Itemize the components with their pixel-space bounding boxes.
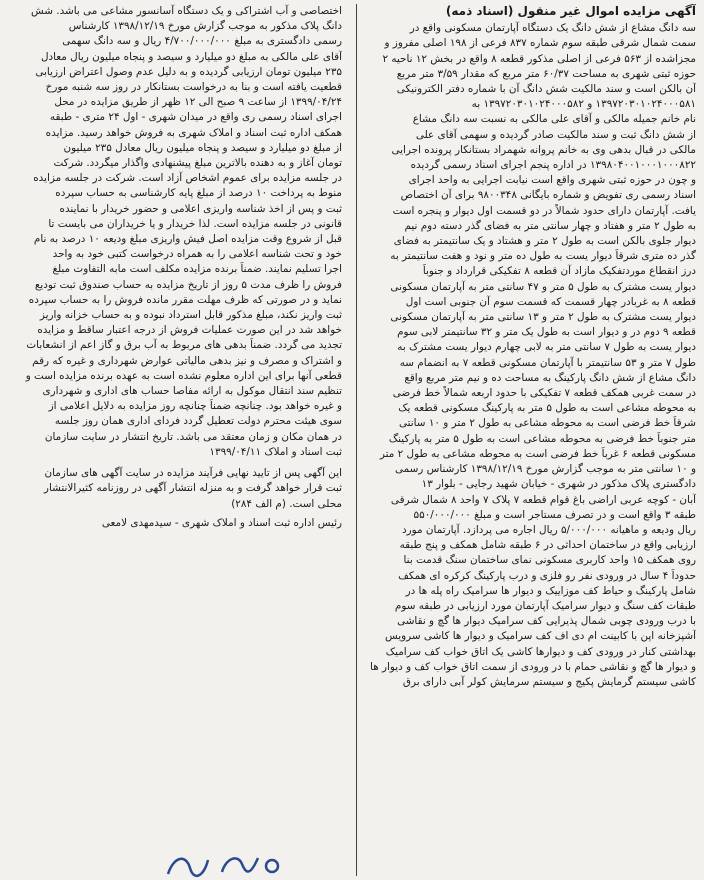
notice-text-line: و چون در حوزه ثبتی شهری واقع است نیابت اجرایی به واحد اجرای xyxy=(408,174,696,187)
notice-text-line: مالکی در قبال بدهی وی به خانم پروانه شهمراد بستانکار پرونده اجرایی xyxy=(391,143,696,156)
publication-text-line: این آگهی پس از تایید نهایی فرآیند مزایده در سایت آگهی های سازمان xyxy=(44,467,342,480)
notice-text-line: آبان - کوچه عربی اراضی باغ قوام قطعه ۷ پلاک ۷ واحد ۸ شمال شرقی xyxy=(390,493,696,506)
notice-text-line: خود و تحت شناسه اعلامی را به همراه درخواست کتبی خود به واحد xyxy=(52,248,342,261)
notice-text-line: ثبت واریز نکند، مبلغ مذکور قابل استرداد نبوده و به حساب خزانه واریز xyxy=(39,309,342,322)
publication-text-line: محلی است. (م الف ۲۸۴) xyxy=(231,497,342,510)
notice-text-line: قبل از شروع وقت مزایده اصل فیش واریزی مبلغ ودیعه ۱۰ درصد به نام xyxy=(33,233,342,246)
notice-text-line: سمت شمال شرقی طبقه سوم شماره ۸۳۷ فرعی از ۱۹۸ اصلی مفروز و xyxy=(384,37,696,50)
notice-text-line: تنظیم سند انتقال موکول به ارائه مفاصا حساب های اداری و شهرداری xyxy=(42,385,342,398)
notice-text-line: نام خانم جمیله مالکی و آقای علی مالکی به نسبت سه دانگ مشاع xyxy=(412,113,696,126)
left-column-text xyxy=(8,4,342,460)
notice-text-line: حوزه ثبتی شهری به مساحت ۶۰/۳۷ متر مربع که مقدار ۳/۵۹ متر مربع xyxy=(396,67,696,80)
notice-text-line: طبقه ۳ واقع است و در تصرف مستاجر است و مبلغ ۵۵۰/۰۰۰/۰۰۰ xyxy=(413,508,696,521)
notice-text-line: آن بالکن است و سند مالکیت شش دانگ آن با شماره دفتر الکترونیکی xyxy=(396,83,696,96)
notice-text-line: قطعیت یافته است و بنا به درخواست بستانکار در روز سه شنبه مورخ xyxy=(45,81,342,94)
notice-text-line: منوط به پرداخت ۱۰ درصد از مبلغ پایه کارشناسی به حساب سپرده xyxy=(55,187,342,200)
notice-text-line: به محوطه مشاعی است به طول ۵ متر به پارکینگ مسکونی قطعه یک xyxy=(398,402,696,415)
notice-text-line: طبقات کف سنگ و دیوار سرامیک آپارتمان مورد ارزیابی در طبقه سوم xyxy=(394,599,696,612)
notice-text-line: دادگستری پلاک مذکور در شهری - خیابان شهید رجایی - بلوار ۱۳ xyxy=(421,478,696,491)
notice-text-line: ثبت و پس از اخذ شناسه واریزی اعلامی و حضور خریدار با نماینده xyxy=(59,202,342,215)
notice-text-line: آشپزخانه اپن با کابینت ام دی اف کف سرامیک و دیوار ها کاشی سرویس xyxy=(385,630,696,643)
notice-text-line: دانگ پلاک مذکور به موجب گزارش مورخ ۱۳۹۸/۱۲/۱۹ کارشناس xyxy=(68,20,342,33)
notice-text-line: و اشتراک و مصرف و نیز بدهی مالیاتی عوارض شهرداری و غیره که رقم xyxy=(32,354,342,367)
notice-text-line: از مبلغ دو میلیارد و سیصد و پنجاه میلیون ریال معادل ۲۳۵ میلیون xyxy=(63,141,342,154)
notice-text-line: در همان مکان و زمان معتقد می باشد. تاریخ انتشار در سایت سازمان xyxy=(44,430,342,443)
notice-text-line: نماید و در صورتی که ظرف مهلت مقرر مانده فروش را به حساب سپرده xyxy=(28,293,342,306)
notice-text-line: ۱۳۹۹/۰۴/۲۴ از ساعت ۹ صبح الی ۱۲ ظهر از طریق مزایده در محل xyxy=(54,96,342,109)
right-column-text xyxy=(352,21,696,690)
notice-right-column xyxy=(352,4,696,874)
notice-text-line: اجرای اسناد رسمی ری واقع در میدان شهری - اول ۲۴ متری - طبقه xyxy=(49,111,342,124)
notice-left-column xyxy=(8,4,342,704)
notice-text-line: دیوار یست مشترک به طول ۲ متر و ۱۳ سانتی متر به آپارتمان مسکونی xyxy=(390,311,696,324)
notice-text-line: روی همکف ۱۵ واحد کاربری مسکونی نمای ساختمان سنگ قدمت بنا xyxy=(403,554,696,567)
notice-text-line: قانونی در جلسه مزایده است. لذا خریدار و یا خریداران می بایست تا xyxy=(48,217,342,230)
notice-text-line: حدوداً ۴ سال در ورودی نفر رو فلزی و درب پارکینگ کرکره ای همکف xyxy=(398,569,696,582)
notice-text-line: یافت. آپارتمان دارای حدود شمالاً در دو قسمت اول دیوار و پنجره است xyxy=(392,204,696,217)
notice-text-line: رسمی دادگستری به مبلغ ۴/۷۰۰/۰۰۰/۰۰۰ ریال و سه دانگ سهمی xyxy=(62,35,342,48)
notice-text-line: قطعه ۸ به غربادر چهار قسمت که قسمت سوم آن جنوبی است اول xyxy=(405,295,696,308)
notice-text-line: به طول ۲ متر و هفتاد و چهار سانتی متر به فضای گذر دسته دوم نیم xyxy=(404,219,696,232)
notice-text-line: قطعه ۹ دوم در و دیوار است به طول یک متر و ۳۲ سانتیمتر لابی سوم xyxy=(397,326,696,339)
notice-text-line: اجرا تسلیم نمایند. ضمناً برنده مزایده مکلف است مابه التفاوت مبلغ xyxy=(52,263,342,276)
notice-text-line: ۲۳۵ میلیون تومان ارزیابی گردیده و به دلیل عدم وصول اعتراض ارزیابی xyxy=(35,65,342,78)
notice-text-line: آقای علی مالکی به مبلغ دو میلیارد و سیصد و پنجاه میلیون ریال معادل xyxy=(40,50,342,63)
notice-text-line: همکف اداره ثبت اسناد و املاک شهری به فروش خواهد رسید. مزایده xyxy=(45,126,342,139)
notice-text-line: کاشی سیستم گرمایش پکیج و سیستم سرمایش کولر آبی دارای برق xyxy=(402,675,696,688)
notice-text-line: ریال ودیعه و ماهیانه ۵/۰۰۰/۰۰۰ ریال اجاره می پردازد. آپارتمان مورد xyxy=(402,523,696,536)
notice-text-line: شرقاً خط فرضی است به محوطه مشاعی به طول ۲ متر و ۱۰ سانتی xyxy=(398,417,696,430)
notice-text-line: ۱۳۹۸۰۴۰۰۱۰۰۰۱۰۰۰۸۲۲ در اداره پنجم اجرای اسناد رسمی گردیده xyxy=(410,159,696,172)
notice-text-line: مسکونی قطعه ۶ غرباً خط فرضی است به محوطه مشاعی به طول ۲ متر xyxy=(379,447,696,460)
notice-text-line: طول ۷ متر و ۵۳ سانتیمتر با آپارتمان مسکونی قطعه ۷ به انضمام سه xyxy=(399,356,696,369)
notice-text-line: شامل پارکینگ و حیاط کف موزاییک و دیوار ها سرامیک راه پله ها در xyxy=(405,584,696,597)
notice-text-line: تومان آغاز و به دهنده بالاترین مبلغ پیشنهادی واگذار میگردد. شرکت xyxy=(53,157,342,170)
notice-text-line: در سمت غربی همکف قطعه ۷ تفکیکی با حدود اربعه شمالاً خط فرضی xyxy=(392,387,696,400)
notice-text-line: دانگ مشاع از شش دانگ پارکینگ به مساحت ده و نیم متر مربع واقع xyxy=(404,371,696,384)
notice-text-line: از شش دانگ ثبت و سند مالکیت صادر گردیده و سهمی آقای علی xyxy=(415,128,696,141)
notice-text-line: دیوار یست مشترک به طول ۵ متر و ۴۷ سانتی متر به آپارتمان مسکونی xyxy=(390,280,696,293)
notice-text-line: دیوار جلوی بالکن است به طول ۲ متر و هشتاد و یک سانتیمتر به فضای xyxy=(393,235,696,248)
signature-line: رئیس اداره ثبت اسناد و املاک شهری - سیدمهدی لامعی xyxy=(101,516,342,529)
notice-text-line: ۱۳۹۷۲۰۳۰۱۰۲۴۰۰۰۵۸۱ و ۱۳۹۷۲۰۳۰۱۰۲۴۰۰۰۵۸۲ به xyxy=(471,98,696,111)
notice-text-line: و ۱۰ سانتی متر به موجب گزارش مورخ ۱۳۹۸/۱۲/۱۹ کارشناس رسمی xyxy=(394,463,696,476)
notice-text-line: سوی هیئت محترم دولت تعطیل گردد فردای اداری همان روز جلسه xyxy=(54,415,342,428)
notice-text-line: متر جنوباً خط فرضی به محوطه مشاعی است به طول ۵ متر به پارکینگ xyxy=(388,432,696,445)
notice-text-line: اختصاصی و آب اشتراکی و یک دستگاه آسانسور مشاعی می باشد. شش xyxy=(31,5,342,17)
handwritten-mark xyxy=(160,846,290,880)
notice-text-line: و دیوار ها گچ و نقاشی حمام با در ورودی از سمت اتاق خواب کف و دیوار ها xyxy=(370,660,696,673)
publication-text-line: ثبت قرار خواهد گرفت و به منزله انتشار آگهی در روزنامه کثیرالانتشار xyxy=(43,482,342,495)
notice-text-line: ارزیابی واقع در ساختمان احداثی در ۶ طبقه شامل همکف و پنج طبقه xyxy=(399,539,696,552)
notice-text-line: و غیره خواهد بود. چنانچه ضمناً چنانچه روز مزایده به دلایل اعلامی از xyxy=(48,400,342,413)
notice-text-line: درز انقطاع موردتفکیک مازاد آن قطعه ۸ تفکیکی قرارداد و جنوباً xyxy=(422,265,696,278)
notice-text-line: قطعی آنها برای این اداره معلوم نشده است به عهده برنده مزایده است و xyxy=(25,369,342,382)
notice-text-line: دیوار یست به طول ۷ سانتی متر به لابی چهارم دیوار یست مشترک به xyxy=(397,341,696,354)
notice-text-line: گذر ده متری شرقاً دیوار یست به طول ده متر و نود و هفت سانتیمتر به xyxy=(390,250,696,263)
column-divider xyxy=(356,4,357,876)
publication-note xyxy=(8,466,342,512)
notice-text-line: ثبت اسناد و املاک ۱۳۹۹/۰۴/۱۱ xyxy=(209,445,342,458)
notice-text-line: با درب ورودی چوبی شمال پذیرایی کف سرامیک دیوار ها گچ و نقاشی xyxy=(397,615,696,628)
notice-text-line: اسناد رسمی ری تفویض و شماره بایگانی ۹۸۰۰۳۴۸ برای آن اختصاص xyxy=(400,189,696,202)
notice-text-line: خواهد شد در این صورت عملیات فروش از درجه اعتبار ساقط و مزایده xyxy=(37,324,342,337)
notice-text-line: فروش را ظرف مدت ۵ روز از تاریخ مزایده به حساب صندوق ثبت تودیع xyxy=(34,278,342,291)
notice-text-line: در جلسه مزایده برای عموم اشخاص آزاد است. شرکت در جلسه مزایده xyxy=(33,172,342,185)
notice-text-line: سه دانگ مشاع از شش دانگ یک دستگاه آپارتمان مسکونی واقع در xyxy=(409,22,696,35)
notice-text-line: مجزاشده از ۵۶۳ فرعی از اصلی مذکور قطعه ۸ واقع در بخش ۱۲ ناحیه ۲ xyxy=(382,52,696,65)
notice-text-line: بهداشتی کنار در ورودی کف و دیوارها کاشی یک اتاق خواب کف سرامیک xyxy=(385,645,696,658)
notice-title: آگهی مزایده اموال غیر منقول (اسناد ذمه) xyxy=(445,4,696,18)
notice-text-line: تجدید می گردد. ضمناً بدهی های مربوط به آب برق و گاز اعم از انشعابات xyxy=(26,339,342,352)
